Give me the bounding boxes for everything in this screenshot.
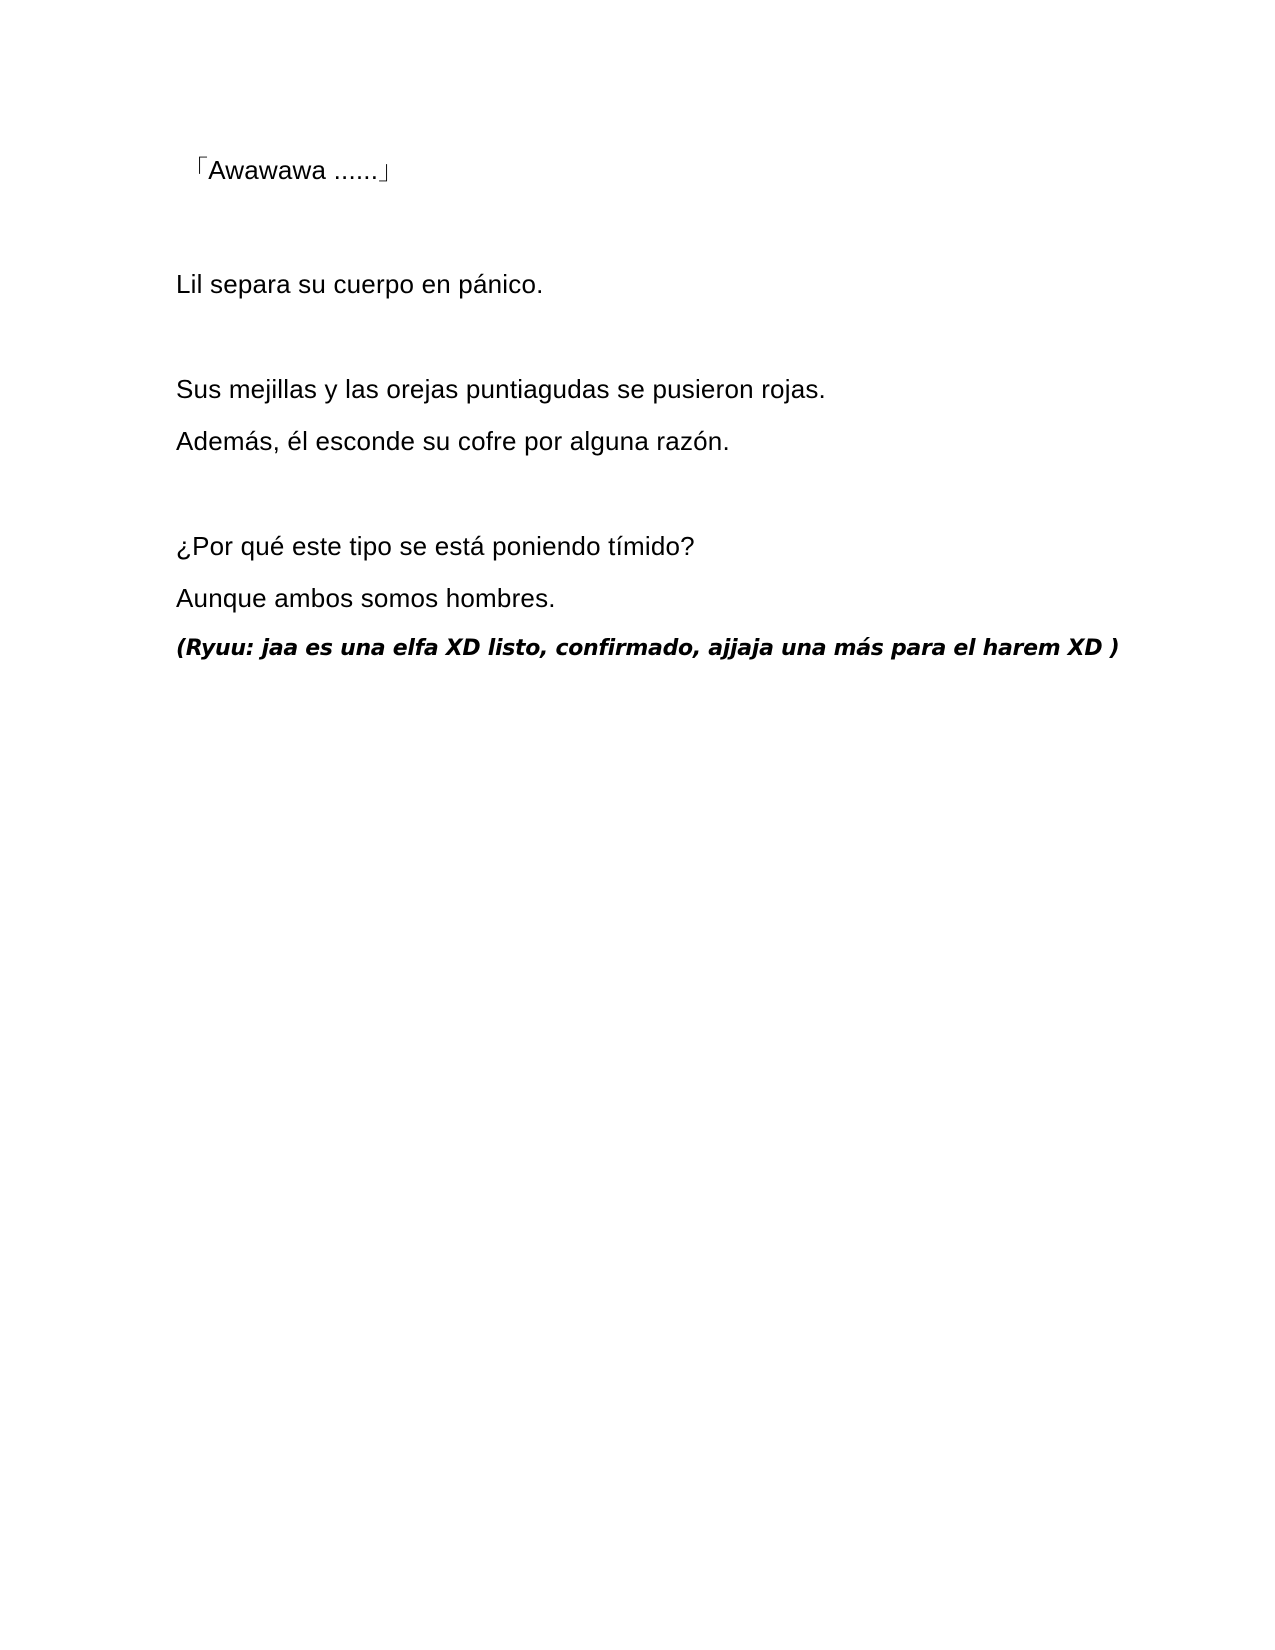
narration-line: Aunque ambos somos hombres. xyxy=(176,583,556,613)
narration-line: ¿Por qué este tipo se está poniendo tímido? xyxy=(176,531,695,561)
narration-line: Lil separa su cuerpo en pánico. xyxy=(176,269,544,299)
narration-line: Además, él esconde su cofre por alguna razón. xyxy=(176,426,730,456)
dialogue-line: 「Awawawa ......」 xyxy=(182,155,405,185)
translator-note: (Ryuu: jaa es una elfa XD listo, confirmado, ajjaja una más para el harem XD ) xyxy=(176,636,1120,661)
narration-line: Sus mejillas y las orejas puntiagudas se pusieron rojas. xyxy=(176,374,826,404)
